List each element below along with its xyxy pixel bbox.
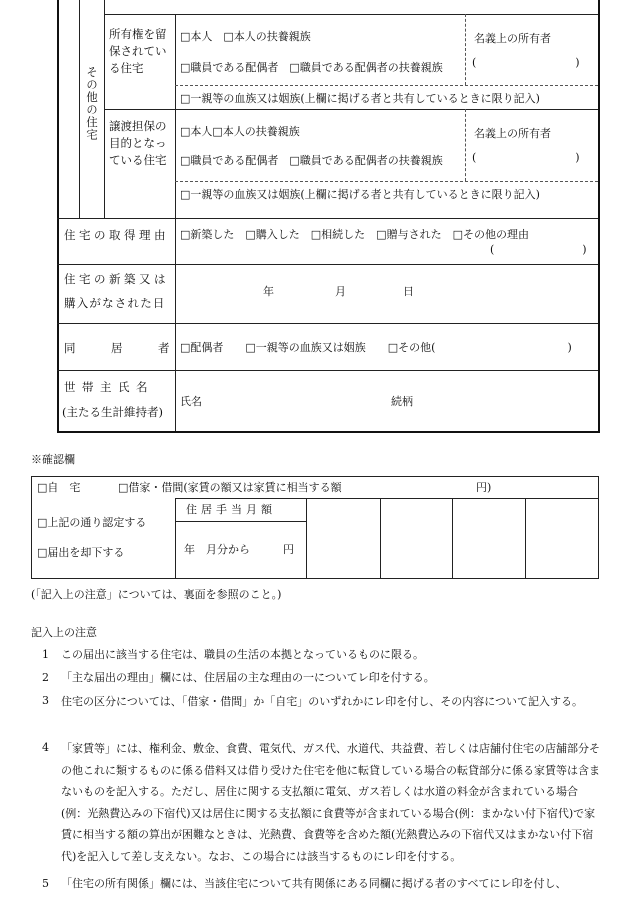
note-number: 3 [42,694,49,707]
note-text: 「住宅の所有関係」欄には、当該住宅について共有関係にある同欄に掲げる者のすべてにレ印を付し、 [61,877,567,890]
cohabitants-label: 同 居 者 [64,341,182,355]
footnote: (「記入上の注意」については、裏面を参照のこと。) [31,588,282,601]
confirm-own-home: □自 宅 [37,481,81,494]
transfer-row3: □一親等の血族又は姻族(上欄に掲げる者と共有しているときに限り記入) [180,188,540,201]
confirm-rental: □借家・借間(家賃の額又は家賃に相当する額 [118,481,342,494]
note-text: 「主な届出の理由」欄には、住居届の主な理由の一についてレ印を付する。 [61,671,435,684]
note-number: 1 [42,648,49,661]
owned-owner-label: 名義上の所有者 [474,32,551,45]
cohabitants-options: □配偶者 □一親等の血族又は姻族 □その他( ) [180,341,572,354]
build-date-day: 日 [403,285,414,298]
owned-row1: □本人 □本人の扶養親族 [180,30,311,43]
transfer-row2: □職員である配偶者 □職員である配偶者の扶養親族 [180,154,443,167]
owned-owner-paren: ( ) [472,56,580,69]
owned-row3: □一親等の血族又は姻族(上欄に掲げる者と共有しているときに限り記入) [180,92,540,105]
confirm-reject: □届出を却下する [37,546,125,559]
note-text: 「家賃等」には、権利金、敷金、食費、電気代、ガス代、水道代、共益費、若しくは店舗付住宅の店舗部分その他これに類するものに係る借料又は借り受けた住宅を他に転貸している場合の転貸部分に係る家賃等は含まないものを記入する。ただし、居住に関する支払額に電気、ガス若しくは水道の料金が含まれている場合(例：光熱費込みの下宿代)又は居住に関する支払額に食費等が含まれている場合(例：まかない付下宿代)で家賃に相当する額の算出が困難なときは、光熱費、食費等を含めた額(光熱費込みの下宿代又はまかない付下宿代)を記入して差し支えない。なお、この場合には該当するものにレ印を付する。 [61,742,600,863]
note-number: 4 [42,741,49,754]
acquisition-label: 住宅の取得理由 [64,228,169,242]
notes-heading: 記入上の注意 [31,626,97,639]
confirm-yen-close: 円) [476,481,492,494]
note-text: この届出に該当する住宅は、職員の生活の本拠となっているものに限る。 [61,648,424,661]
householder-label-2: (主たる生計維持者) [62,405,163,419]
note-number: 5 [42,877,49,890]
confirm-approve: □上記の通り認定する [37,516,147,529]
transfer-row1: □本人□本人の扶養親族 [180,125,300,138]
note-text: 住宅の区分については、「借家・借間」か「自宅」のいずれかにレ印を付し、その内容について記入する。 [61,695,584,708]
allowance-from-month: 年 月分から 円 [184,543,294,556]
allowance-label: 住居手当月額 [186,503,276,516]
build-date-label-1: 住宅の新築又は [64,272,169,286]
note-number: 2 [42,671,49,684]
build-date-month: 月 [335,285,346,298]
householder-label-1: 世帯主氏名 [64,380,154,394]
householder-name-label: 氏名 [180,395,202,408]
acquisition-other-paren: ( ) [490,243,587,256]
transfer-housing-label: 譲渡担保の目的となっている住宅 [109,119,167,167]
owned-row2: □職員である配偶者 □職員である配偶者の扶養親族 [180,61,443,74]
build-date-label-2: 購入がなされた日 [64,296,166,310]
householder-relation-label: 続柄 [391,395,413,408]
transfer-owner-paren: ( ) [472,151,580,164]
owned-housing-label: 所有権を留保されている住宅 [109,27,167,75]
acquisition-options: □新築した □購入した □相続した □贈与された □その他の理由 [180,228,529,241]
build-date-year: 年 [263,285,274,298]
confirm-heading: ※確認欄 [31,453,75,466]
other-housing-label: その他の住宅 [85,66,99,141]
transfer-owner-label: 名義上の所有者 [474,127,551,140]
